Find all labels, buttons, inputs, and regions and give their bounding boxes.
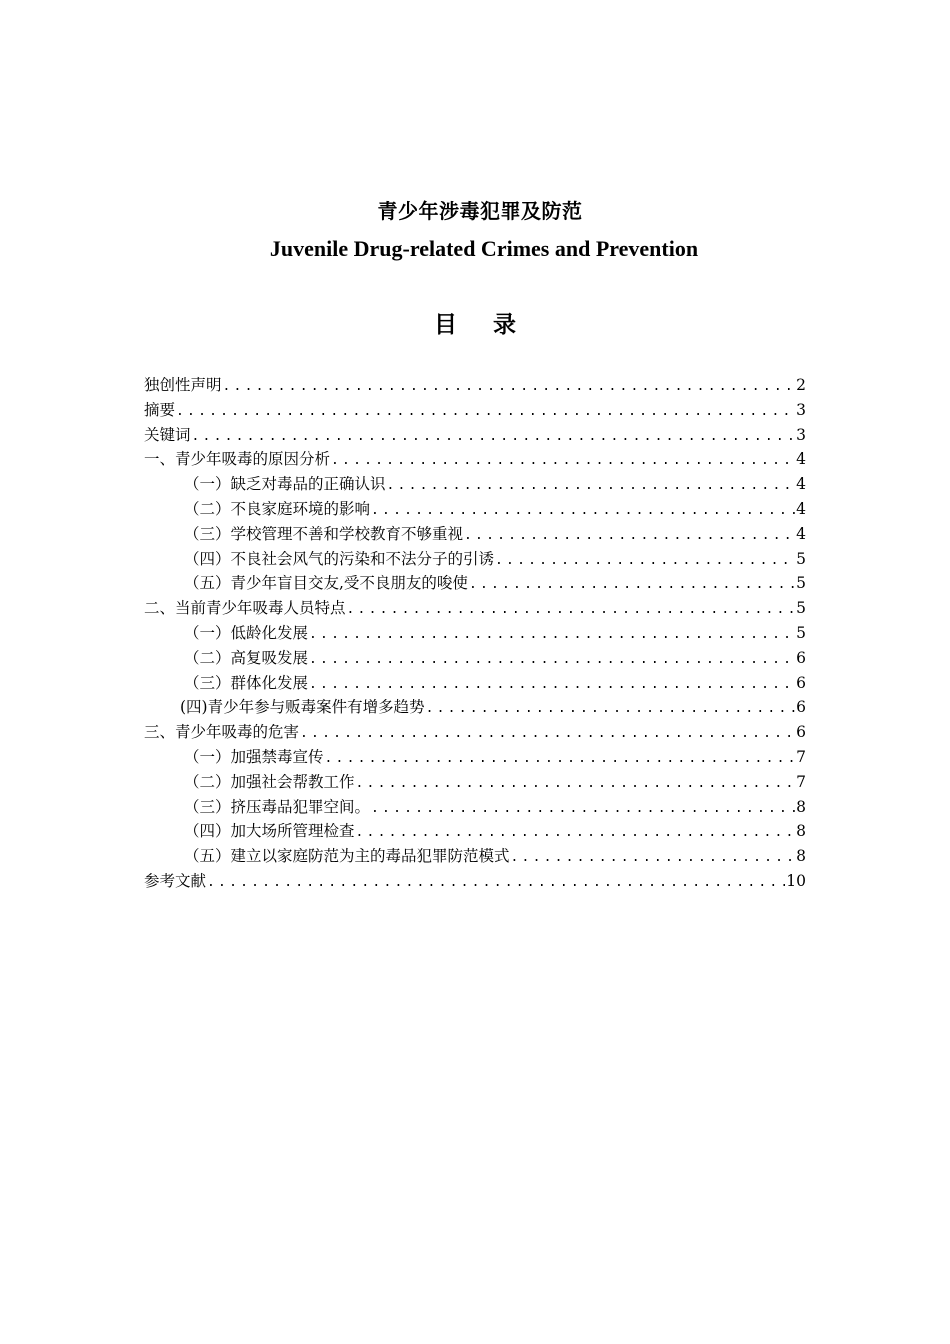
- toc-entry-label: 一、青少年吸毒的原因分析: [144, 450, 331, 469]
- toc-leader-dots: [308, 623, 795, 646]
- toc-subentry[interactable]: [144, 522, 806, 547]
- toc-entry-page: 8: [796, 797, 806, 816]
- toc-entry-label: （五）建立以家庭防范为主的毒品犯罪防范模式: [184, 847, 510, 866]
- toc-entry-page: 5: [796, 574, 806, 593]
- toc-entry-page: 3: [796, 425, 806, 444]
- document-title-chinese: 青少年涉毒犯罪及防范: [377, 199, 583, 223]
- toc-leader-dots: [330, 449, 795, 472]
- toc-entry-label: （一）加强禁毒宣传: [184, 747, 324, 766]
- toc-subentry[interactable]: [144, 695, 806, 720]
- toc-entry[interactable]: [144, 373, 806, 398]
- toc-subentry[interactable]: [144, 770, 806, 795]
- toc-subentry[interactable]: [144, 472, 806, 497]
- toc-leader-dots: [468, 573, 795, 596]
- toc-leader-dots: [370, 499, 795, 522]
- toc-entry-page: 10: [786, 871, 806, 890]
- toc-leader-dots: [308, 648, 795, 671]
- toc-entry-page: 6: [796, 723, 806, 742]
- toc-subentry[interactable]: [144, 621, 806, 646]
- toc-entry[interactable]: [144, 398, 806, 423]
- toc-subentry[interactable]: [144, 497, 806, 522]
- toc-leader-dots: [386, 474, 796, 497]
- toc-entry-page: 4: [796, 499, 806, 518]
- toc-entry[interactable]: [144, 596, 806, 621]
- toc-entry-label: （二）加强社会帮教工作: [184, 772, 355, 791]
- toc-entry-page: 6: [796, 698, 806, 717]
- toc-leader-dots: [299, 722, 795, 745]
- toc-entry-label: （五）青少年盲目交友,受不良朋友的唆使: [184, 574, 468, 593]
- toc-entry-label: 关键词: [144, 425, 191, 444]
- toc-entry-page: 6: [796, 673, 806, 692]
- toc-subentry[interactable]: [144, 571, 806, 596]
- toc-entry[interactable]: [144, 720, 806, 745]
- toc-subentry[interactable]: [144, 795, 806, 820]
- toc-leader-dots: [346, 598, 796, 621]
- table-of-contents: [144, 373, 806, 894]
- toc-entry-page: 5: [796, 599, 806, 618]
- toc-entry[interactable]: [144, 447, 806, 472]
- toc-entry-label: （三）学校管理不善和学校教育不够重视: [184, 524, 464, 543]
- toc-entry-page: 7: [796, 772, 806, 791]
- toc-entry-page: 8: [796, 822, 806, 841]
- toc-entry-label: （二）高复吸发展: [184, 648, 309, 667]
- toc-entry-page: 2: [796, 376, 806, 394]
- toc-subentry[interactable]: [144, 646, 806, 671]
- toc-entry-page: 4: [796, 524, 806, 543]
- toc-entry-label: （三）群体化发展: [184, 673, 309, 692]
- toc-subentry[interactable]: [144, 819, 806, 844]
- toc-entry-label: (四)青少年参与贩毒案件有增多趋势: [180, 698, 425, 717]
- toc-leader-dots: [463, 524, 795, 547]
- toc-leader-dots: [355, 772, 796, 795]
- toc-subentry[interactable]: [144, 547, 806, 572]
- toc-entry-page: 4: [796, 475, 806, 494]
- toc-heading: 目 录: [433, 312, 530, 338]
- toc-entry-label: （四）加大场所管理检查: [184, 822, 355, 841]
- toc-entry[interactable]: [144, 869, 806, 894]
- toc-entry-label: （一）缺乏对毒品的正确认识: [184, 475, 386, 494]
- toc-subentry[interactable]: [144, 671, 806, 696]
- toc-leader-dots: [355, 821, 796, 844]
- toc-entry-label: 三、青少年吸毒的危害: [144, 723, 300, 742]
- toc-leader-dots: [510, 846, 796, 869]
- toc-leader-dots: [494, 549, 795, 572]
- toc-leader-dots: [206, 871, 785, 894]
- toc-subentry[interactable]: [144, 844, 806, 869]
- toc-entry-label: （一）低龄化发展: [184, 623, 309, 642]
- toc-leader-dots: [175, 400, 795, 423]
- toc-entry-label: （二）不良家庭环境的影响: [184, 499, 371, 518]
- toc-leader-dots: [222, 375, 796, 398]
- toc-leader-dots: [370, 797, 795, 820]
- toc-entry-label: 二、当前青少年吸毒人员特点: [144, 599, 346, 618]
- toc-entry-page: 6: [796, 648, 806, 667]
- toc-entry-page: 5: [796, 623, 806, 642]
- toc-entry-label: 独创性声明: [144, 376, 222, 394]
- toc-entry-label: （三）挤压毒品犯罪空间。: [184, 797, 371, 816]
- toc-subentry[interactable]: [144, 745, 806, 770]
- toc-entry-page: 5: [796, 549, 806, 568]
- toc-entry-label: 参考文献: [144, 871, 207, 890]
- document-title-english: Juvenile Drug-related Crimes and Prevention: [269, 236, 699, 261]
- toc-entry-page: 3: [796, 400, 806, 419]
- toc-entry-label: 摘要: [144, 400, 176, 419]
- toc-leader-dots: [425, 697, 796, 720]
- toc-entry-page: 7: [796, 747, 806, 766]
- toc-entry-label: （四）不良社会风气的污染和不法分子的引诱: [184, 549, 495, 568]
- toc-leader-dots: [191, 425, 796, 448]
- toc-leader-dots: [324, 747, 796, 770]
- toc-entry[interactable]: [144, 423, 806, 448]
- toc-leader-dots: [308, 673, 795, 696]
- toc-entry-page: 4: [796, 450, 806, 469]
- toc-entry-page: 8: [796, 847, 806, 866]
